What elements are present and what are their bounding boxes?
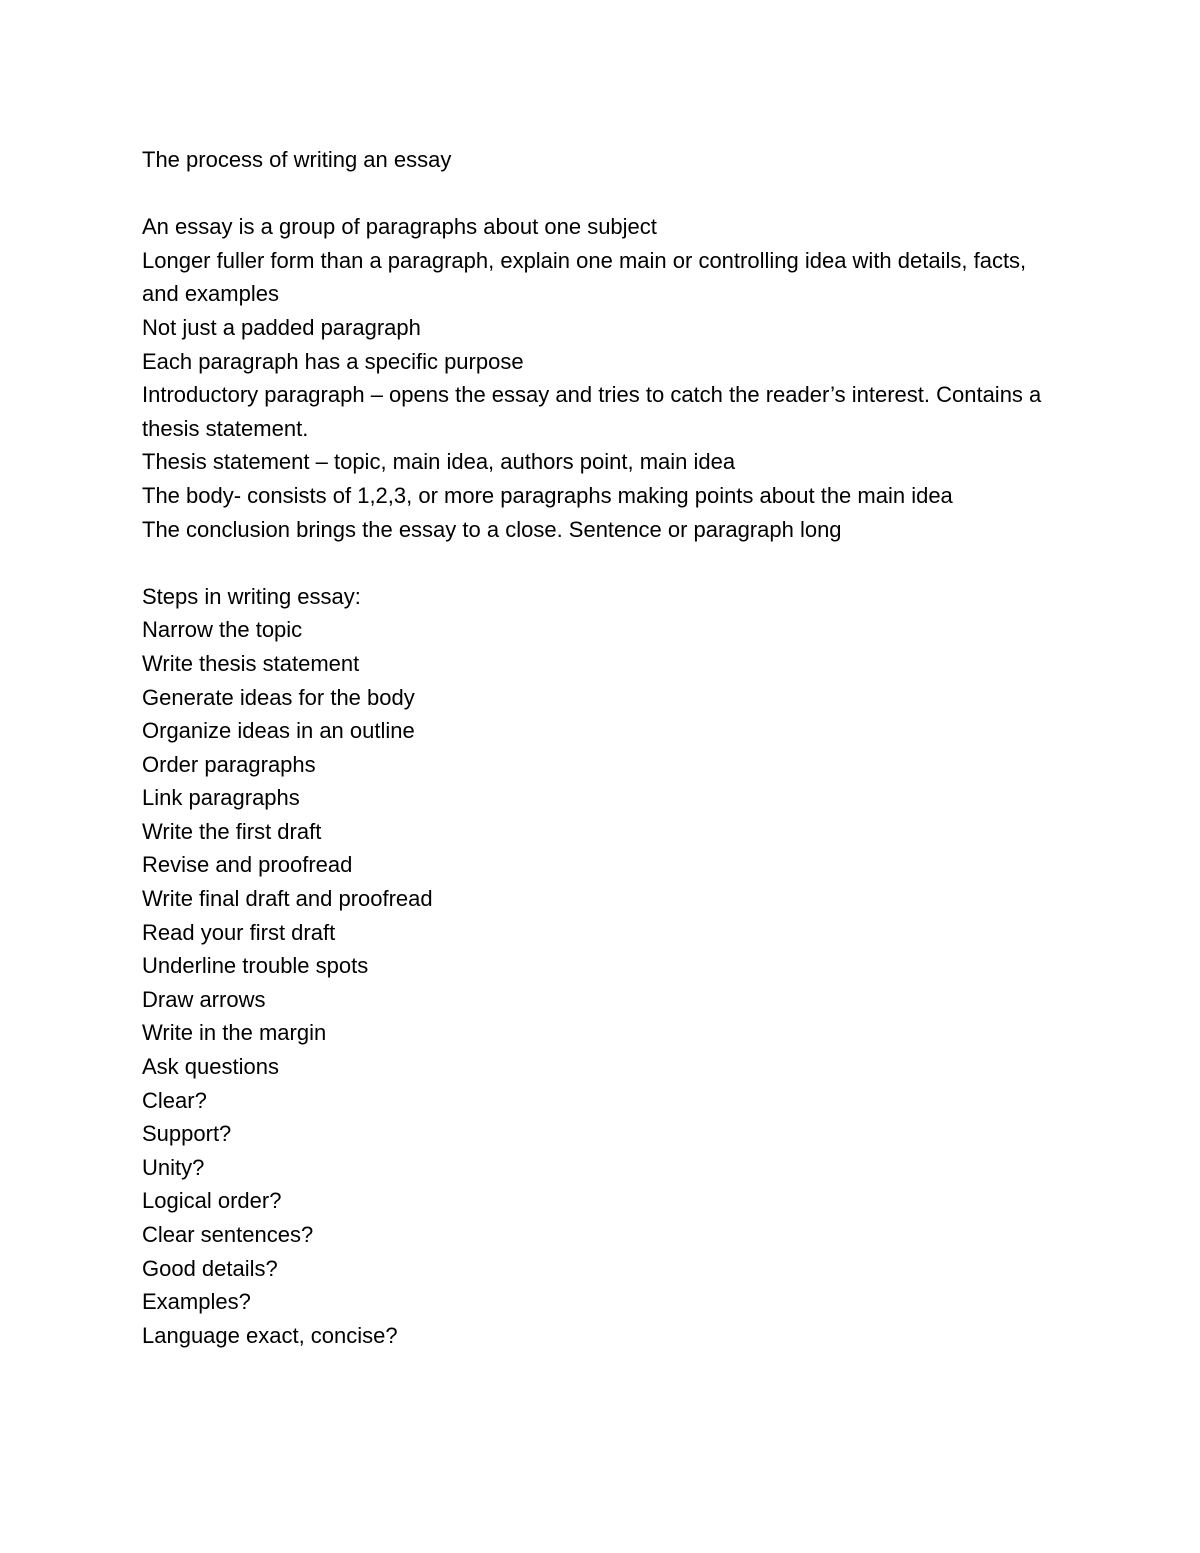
step-line: Write in the margin (142, 1020, 327, 1046)
step-line: Ask questions (142, 1054, 279, 1080)
document-body (142, 143, 1042, 1352)
steps-heading: Steps in writing essay: (142, 583, 361, 609)
step-line: Read your first draft (142, 919, 336, 945)
document-title: The process of writing an essay (142, 147, 452, 172)
step-line: Clear sentences? (142, 1222, 314, 1247)
blank-line (142, 546, 1042, 580)
step-line: Order paragraphs (142, 751, 316, 777)
intro-line: Each paragraph has a specific purpose (142, 348, 524, 374)
intro-line: Longer fuller form than a paragraph, explain one main or controlling idea with details, facts, and examples (142, 247, 1027, 307)
step-line: Examples? (142, 1289, 251, 1315)
step-line: Underline trouble spots (142, 953, 369, 979)
step-line: Good details? (142, 1255, 278, 1281)
blank-line (142, 177, 1042, 211)
step-line: Organize ideas in an outline (142, 718, 415, 744)
intro-line: Thesis statement – topic, main idea, authors point, main idea (142, 449, 736, 475)
step-line: Draw arrows (142, 986, 266, 1012)
intro-line: An essay is a group of paragraphs about one subject (142, 214, 657, 240)
step-line: Write the first draft (142, 818, 322, 844)
step-line: Generate ideas for the body (142, 684, 415, 710)
intro-line: Not just a padded paragraph (142, 314, 421, 340)
intro-line: The body- consists of 1,2,3, or more paragraphs making points about the main idea (142, 482, 953, 508)
step-line: Clear? (142, 1087, 207, 1113)
intro-line: The conclusion brings the essay to a close. Sentence or paragraph long (142, 516, 842, 542)
step-line: Revise and proofread (142, 852, 353, 878)
step-line: Write thesis statement (142, 650, 360, 676)
intro-line: Introductory paragraph – opens the essay and tries to catch the reader’s interest. Contains a thesis statement. (142, 382, 1042, 441)
step-line: Unity? (142, 1154, 205, 1180)
step-line: Logical order? (142, 1188, 282, 1214)
step-line: Write final draft and proofread (142, 886, 433, 912)
step-line: Language exact, concise? (142, 1322, 398, 1348)
step-line: Support? (142, 1121, 232, 1147)
step-line: Narrow the topic (142, 617, 303, 643)
step-line: Link paragraphs (142, 785, 300, 811)
